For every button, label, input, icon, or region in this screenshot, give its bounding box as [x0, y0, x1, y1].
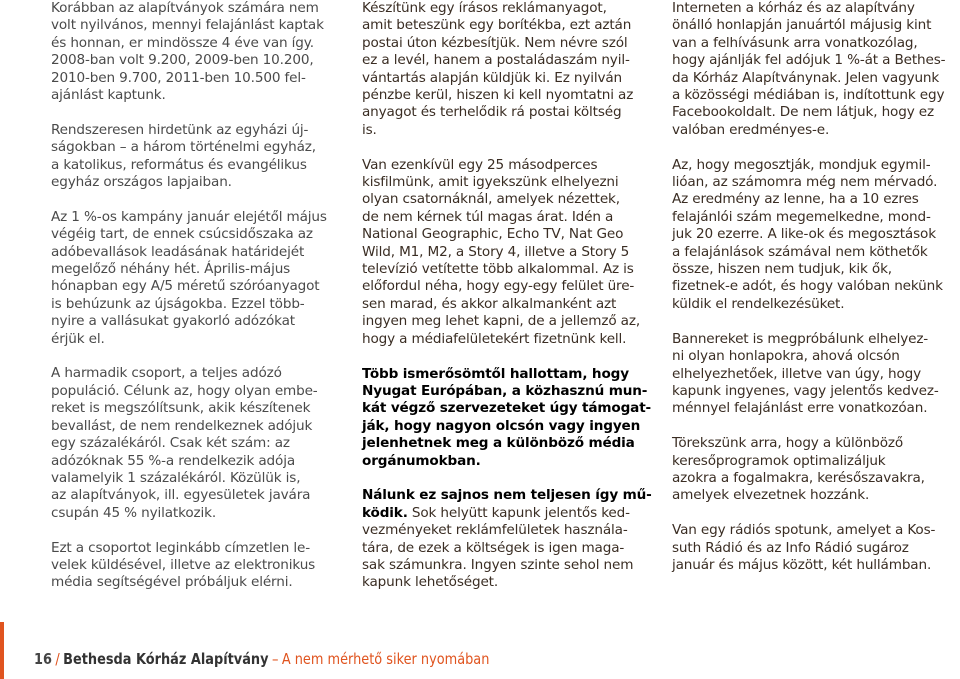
text-line: adózóknak 55 %-a rendelkezik adója	[51, 452, 296, 469]
text-line: amelyek elvezetnek hozzánk.	[672, 487, 870, 504]
text-line: egyház országos lapjaiban.	[51, 174, 232, 191]
paragraph-search-engines	[672, 435, 960, 505]
footer-dash: –	[271, 650, 279, 668]
text-line: ménnyel felajánlást erre vonatkozóan.	[672, 400, 928, 417]
text-line: Ezt a csoportot leginkább címzetlen le-	[51, 539, 311, 556]
text-line: Interneten a kórház és az alapítvány	[672, 0, 915, 16]
text-line: Bannereket is megpróbálunk elhelyez-	[672, 330, 929, 347]
paragraph-shares	[672, 157, 960, 314]
text-line: sak számunkra. Ingyen szinte sehol nem	[362, 556, 634, 573]
text-line: adóbevallások leadásának határidejét	[51, 243, 305, 260]
text-line: Készítünk egy írásos reklámanyagot,	[362, 0, 607, 16]
text-line: de nem kérnek túl magas árat. Idén a	[362, 208, 614, 225]
text-line: amit beteszünk egy borítékba, ezt aztán	[362, 17, 632, 34]
text-line: jelenhetnek meg a különböző média	[362, 435, 635, 452]
paragraph-western-europe-question	[362, 365, 652, 470]
text-line: a közösségi médiában is, indítottunk egy	[672, 87, 945, 104]
paragraph-church-newspapers	[51, 122, 337, 192]
text-line: vezményeket reklámfelületek használa-	[362, 522, 628, 539]
text-line: csupán 45 % nyilatkozik.	[51, 504, 217, 521]
text-line: hogy ajánlják fel adójuk 1 %-át a Bethes-	[672, 52, 946, 69]
text-line: orgánumokban.	[362, 452, 481, 469]
paragraph-discounts	[362, 487, 652, 591]
text-line: 2010-ben 9.700, 2011-ben 10.500 fel-	[51, 69, 306, 86]
text-line: kát végző szervezeteket úgy támogat-	[362, 400, 652, 417]
text-line: da Kórház Alapítványnak. Jelen vagyunk	[672, 69, 940, 86]
paragraph-discounts-rest	[362, 522, 649, 592]
bold-run: ködik.	[362, 504, 408, 521]
text-line: postai úton kézbesítjük. Nem névre szól	[362, 34, 628, 51]
text-line: nyire a vallásukat gyakorló adózókat	[51, 313, 295, 330]
text-run: Sok helyütt kapunk jelentős ked-	[407, 504, 630, 521]
text-line: önálló honlapján januártól májusig kint	[672, 17, 932, 34]
text-line: velek küldésével, illetve az elektronikus	[51, 556, 316, 573]
text-line: ajánlást kaptunk.	[51, 87, 166, 104]
text-line: volt nyilvános, mennyi felajánlást kaptak	[51, 17, 324, 34]
text-line: Van ezenkívül egy 25 másodperces	[362, 156, 598, 173]
text-line: van a felhívásunk arra vonatkozólag,	[672, 34, 918, 51]
text-line: anyagot és terhelődik rá postai költség	[362, 104, 622, 121]
paragraph-third-group	[51, 365, 337, 522]
text-line: Több ismerősömtől hallottam, hogy	[362, 365, 629, 382]
text-line: hónapban egy A/5 méretű szóróanyagot	[51, 278, 320, 295]
text-line: január és május között, két hullámban.	[672, 556, 932, 573]
footer-accent-bar	[0, 622, 4, 679]
text-line: pénzbe kerül, hiszen ki kell nyomtatni az	[362, 87, 634, 104]
text-line: Rendszeresen hirdetünk az egyházi új-	[51, 121, 309, 138]
footer-separator: /	[55, 650, 60, 668]
text-line: érjük el.	[51, 330, 105, 347]
text-line: össze, hiszen nem tudjuk, kik ők,	[672, 261, 892, 278]
text-line: és honnan, er mindössze 4 éve van így.	[51, 34, 314, 51]
text-line: fizetnek-e adót, és hogy valóban nekünk	[672, 278, 943, 295]
text-line: televízió vetítette több alkalommal. Az is	[362, 261, 634, 278]
text-line: egy százalékáról. Csak két szám: az	[51, 435, 290, 452]
text-line: megelőző néhány hét. Április-május	[51, 261, 291, 278]
column-middle	[362, 0, 652, 592]
text-line: Nálunk ez sajnos nem teljesen így mű-	[362, 487, 652, 504]
text-line: bevallást, de nem rendelkeznek adójuk	[51, 417, 313, 434]
text-line: előfordul néha, hogy egy-egy felület üre-	[362, 278, 635, 295]
text-line: valamelyik 1 százalékáról. Közülük is,	[51, 469, 301, 486]
paragraph-mail-material	[362, 0, 649, 139]
text-line: azokra a fogalmakra, kerésőszavakra,	[672, 469, 925, 486]
text-line: az alapítványok, ill. egyesületek javára	[51, 487, 311, 504]
footer-organization: Bethesda Kórház Alapítvány	[63, 650, 269, 668]
text-line: Az eredmény az lenne, ha a 10 ezres	[672, 191, 919, 208]
text-line: is.	[362, 121, 377, 138]
text-line: kapunk lehetőséget.	[362, 574, 499, 591]
text-line: ják, hogy nagyon olcsón vagy ingyen	[362, 417, 641, 434]
text-line: Wild, M1, M2, a Story 4, illetve a Story 5	[362, 243, 630, 260]
text-line: média segítségével próbáljuk elérni.	[51, 574, 293, 591]
text-line: olyan csatornáknál, amelyek nézettek,	[362, 191, 620, 208]
text-line: végéig tart, de ennek csúcsidőszaka az	[51, 226, 313, 243]
text-line: reket is megszólítsunk, akik készítenek	[51, 400, 311, 417]
text-line: hogy a médiafelületekért fizetnünk kell.	[362, 330, 627, 347]
paragraph-short-film	[362, 157, 649, 348]
text-line: 2008-ban volt 9.200, 2009-ben 10.200,	[51, 52, 314, 69]
text-line: valóban eredményes-e.	[672, 121, 830, 138]
text-line: Nyugat Európában, a közhasznú mun-	[362, 382, 648, 399]
paragraph-donation-history	[51, 0, 337, 104]
paragraph-unaddressed-mail	[51, 540, 337, 592]
text-line: juk 20 ezerre. A like-ok és megosztások	[672, 226, 936, 243]
text-line: Facebookoldalt. De nem látjuk, hogy ez	[672, 104, 934, 121]
footer-tagline: A nem mérhető siker nyomában	[281, 650, 490, 668]
text-line: küldik el rendelkezésüket.	[672, 295, 845, 312]
text-line: National Geographic, Echo TV, Nat Geo	[362, 226, 624, 243]
text-line: Korábban az alapítványok számára nem	[51, 0, 319, 16]
text-line: Törekszünk arra, hogy a különböző	[672, 435, 904, 452]
text-line: a katolikus, református és evangélikus	[51, 156, 307, 173]
text-line: suth Rádió és az Info Rádió sugároz	[672, 539, 909, 556]
page-number: 16	[34, 650, 52, 668]
page-footer	[34, 650, 489, 668]
text-line: tára, de ezek a költségek is igen maga-	[362, 539, 625, 556]
paragraph-banners	[672, 331, 960, 418]
paragraph-campaign-period	[51, 209, 337, 348]
text-line: ságokban – a három történelmi egyház,	[51, 139, 316, 156]
text-line: ni olyan honlapokra, ahová olcsón	[672, 348, 900, 365]
text-line: Az 1 %-os kampány január elejétől május	[51, 208, 327, 225]
text-line: elhelyezhetőek, illetve van úgy, hogy	[672, 365, 921, 382]
column-left	[51, 0, 337, 592]
text-line: sen marad, és akkor alkalmanként azt	[362, 295, 617, 312]
text-line: populáció. Célunk az, hogy olyan embe-	[51, 382, 318, 399]
text-line: keresőprogramok optimalizáljuk	[672, 452, 886, 469]
column-right	[672, 0, 960, 574]
paragraph-internet	[672, 0, 960, 139]
text-line: ez a levél, hanem a postaládaszám nyil-	[362, 52, 630, 69]
text-line: felajánlói szám megemelkedne, mond-	[672, 208, 931, 225]
text-line: ingyen meg lehet kapni, de a jellemző az,	[362, 313, 640, 330]
text-line: A harmadik csoport, a teljes adózó	[51, 365, 282, 382]
paragraph-radio-spot	[672, 522, 960, 574]
text-line: Az, hogy megosztják, mondjuk egymil-	[672, 156, 931, 173]
text-line	[362, 505, 649, 522]
text-line: Van egy rádiós spotunk, amelyet a Kos-	[672, 522, 936, 539]
text-line: lióan, az számomra még nem mérvadó.	[672, 174, 938, 191]
text-line: vántartás alapján küldjük ki. Ez nyilván	[362, 69, 623, 86]
text-line: is behúzunk az újságokba. Ezzel több-	[51, 295, 305, 312]
text-line: kapunk ingyenes, vagy jelentős kedvez-	[672, 382, 939, 399]
text-line: a felajánlások számával nem köthetők	[672, 243, 928, 260]
text-line: kisfilmünk, amit igyekszünk elhelyezni	[362, 174, 619, 191]
